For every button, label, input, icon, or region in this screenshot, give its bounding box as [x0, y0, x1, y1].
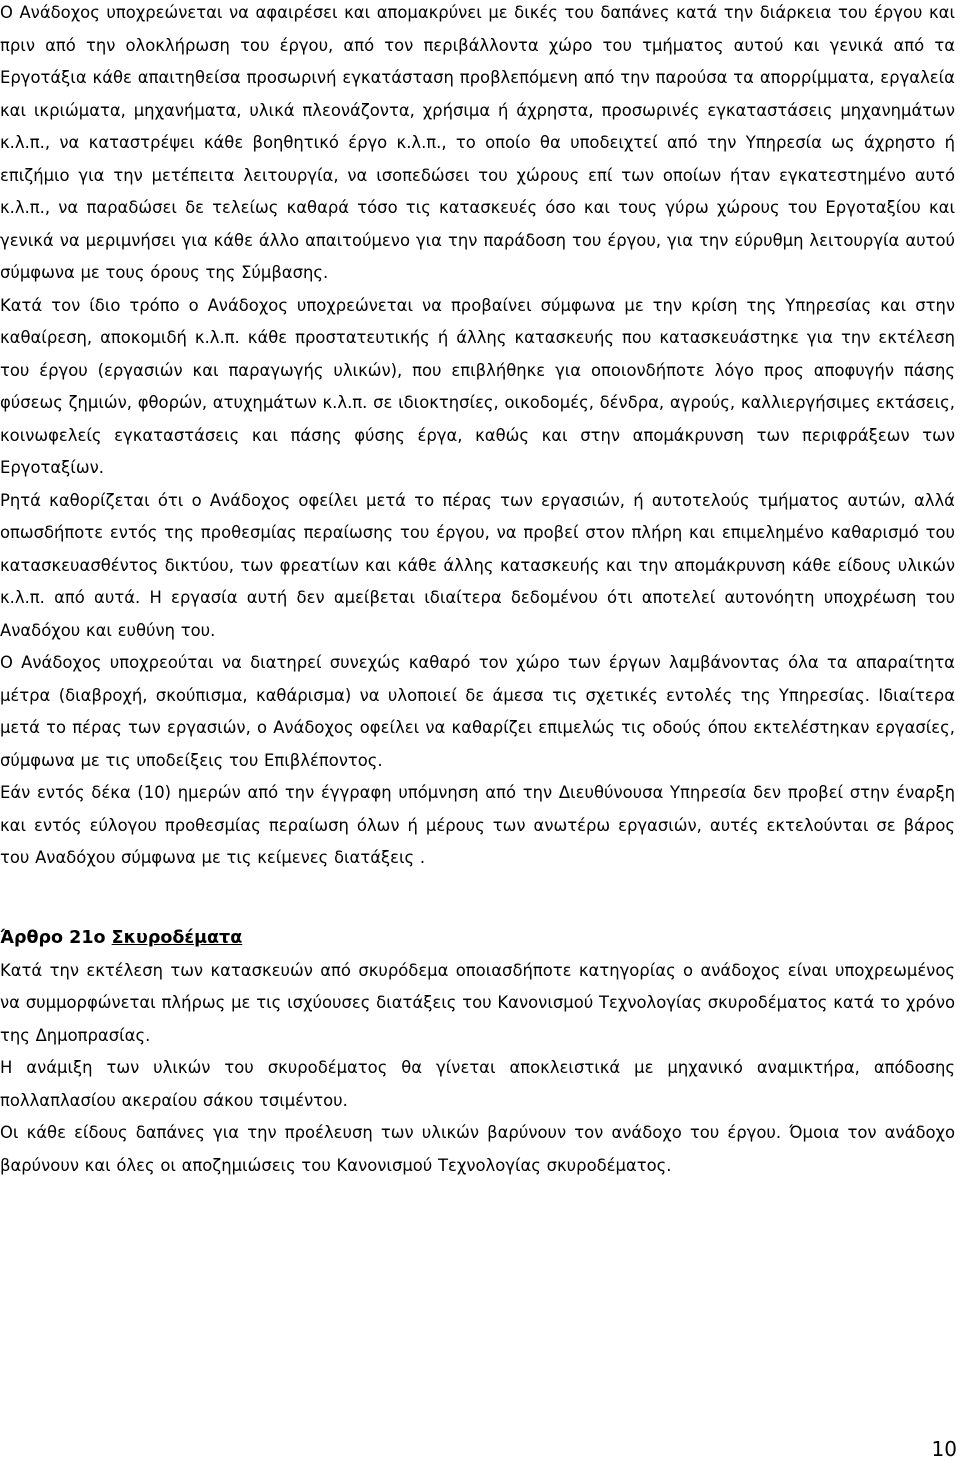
- paragraph-materials-costs: Οι κάθε είδους δαπάνες για την προέλευση των υλικών βαρύνουν τον ανάδοχο του έργου. Όμοια τον ανάδοχο βαρύνουν και όλες οι αποζημιώσεις του Κανονισμού Τεχνολογίας σκυροδέματος.: [0, 1123, 955, 1175]
- article-number: Άρθρο 21ο: [0, 927, 106, 948]
- paragraph-site-cleanliness: Ο Ανάδοχος υποχρεούται να διατηρεί συνεχώς καθαρό τον χώρο των έργων λαμβάνοντας όλα τα απαραίτητα μέτρα (διαβροχή, σκούπισμα, καθάρισμα) να υλοποιεί δε άμεσα τις σχετικές εντολές της Υπηρεσίας. Ιδιαίτερα μετά το πέρας των εργασιών, ο Ανάδοχος οφείλει να καθαρίζει επιμελώς τις οδούς όπου εκτελέστηκαν εργασίες, σύμφωνα με τις υποδείξεις του Επιβλέποντος.: [0, 653, 955, 770]
- page-number: 10: [931, 1437, 957, 1461]
- paragraph-network-cleaning: Ρητά καθορίζεται ότι ο Ανάδοχος οφείλει μετά το πέρας των εργασιών, ή αυτοτελούς τμήματος αυτών, αλλά οπωσδήποτε εντός της προθεσμίας περαίωσης του έργου, να προβεί στον πλήρη και επιμελημένο καθαρισμό του κατασκευασθέντος δικτύου, των φρεατίων και κάθε άλλης κατασκευής και την απομάκρυνση κάθε είδους υλικών κ.λ.π. από αυτά. Η εργασία αυτή δεν αμείβεται ιδιαίτερα δεδομένου ότι αποτελεί αυτονόητη υποχρέωση του Αναδόχου και ευθύνη του.: [0, 490, 955, 640]
- article-title: Σκυροδέματα: [111, 927, 243, 948]
- paragraph-demolition-protective-works: Κατά τον ίδιο τρόπο ο Ανάδοχος υποχρεώνεται να προβαίνει σύμφωνα με την κρίση της Υπηρεσίας και στην καθαίρεση, αποκομιδή κ.λ.π. κάθε προστατευτικής ή άλλης κατασκευής που κατασκευάστηκε για την εκτέλεση του έργου (εργασιών και παραγωγής υλικών), που επιβλήθηκε για οποιονδήποτε λόγο προς αποφυγήν πάσης φύσεως ζημιών, φθορών, ατυχημάτων κ.λ.π. σε ιδιοκτησίες, οικοδομές, δένδρα, αγρούς, καλλιεργήσιμες εκτάσεις, κοινωφελείς εγκαταστάσεις και πάσης φύσης έργα, καθώς και στην απομάκρυνση των περιφράξεων των Εργοταξίων.: [0, 295, 955, 477]
- article-heading: [0, 921, 955, 955]
- paragraph-concrete-regulation: Κατά την εκτέλεση των κατασκευών από σκυρόδεμα οποιασδήποτε κατηγορίας ο ανάδοχος είναι υποχρεωμένος να συμμορφώνεται πλήρως με τις ισχύουσες διατάξεις του Κανονισμού Τεχνολογίας σκυροδέματος κατά το χρόνο της Δημοπρασίας.: [0, 960, 955, 1045]
- paragraph-removal-obligation: Ο Ανάδοχος υποχρεώνεται να αφαιρέσει και απομακρύνει με δικές του δαπάνες κατά την διάρκεια του έργου και πριν από την ολοκλήρωση του έργου, από τον περιβάλλοντα χώρο του τμήματος αυτού και γενικά από τα Εργοτάξια κάθε απαιτηθείσα προσωρινή εγκατάσταση προβλεπόμενη από την παρούσα τα απορρίμματα, εργαλεία και ικριώματα, μηχανήματα, υλικά πλεονάζοντα, χρήσιμα ή άχρηστα, προσωρινές εγκαταστάσεις μηχανημάτων κ.λ.π., να καταστρέψει κάθε βοηθητικό έργο κ.λ.π., το οποίο θα υποδειχτεί από την Υπηρεσία ως άχρηστο ή επιζήμιο για την μετέπειτα λειτουργία, να ισοπεδώσει του χώρους επί των οποίων ήταν εγκατεστημένο αυτό κ.λ.π., να παραδώσει δε τελείως καθαρά τόσο τις κατασκευές όσο και τους γύρω χώρους του Εργοταξίου και γενικά να μεριμνήσει για κάθε άλλο απαιτούμενο για την παράδοση του έργου, για την εύρυθμη λειτουργία αυτού σύμφωνα με τους όρους της Σύμβασης.: [0, 3, 955, 282]
- paragraph-concrete-mixing: Η ανάμιξη των υλικών του σκυροδέματος θα γίνεται αποκλειστικά με μηχανικό αναμικτήρα, απόδοσης πολλαπλασίου ακεραίου σάκου τσιμέντου.: [0, 1058, 955, 1110]
- section-spacer: [0, 875, 955, 921]
- paragraph-default-execution: Εάν εντός δέκα (10) ημερών από την έγγραφη υπόμνηση από την Διευθύνουσα Υπηρεσία δεν προβεί στην έναρξη και εντός εύλογου προθεσμίας περαίωση όλων ή μέρους των ανωτέρω εργασιών, αυτές εκτελούνται σε βάρος του Αναδόχου σύμφωνα με τις κείμενες διατάξεις .: [0, 783, 955, 867]
